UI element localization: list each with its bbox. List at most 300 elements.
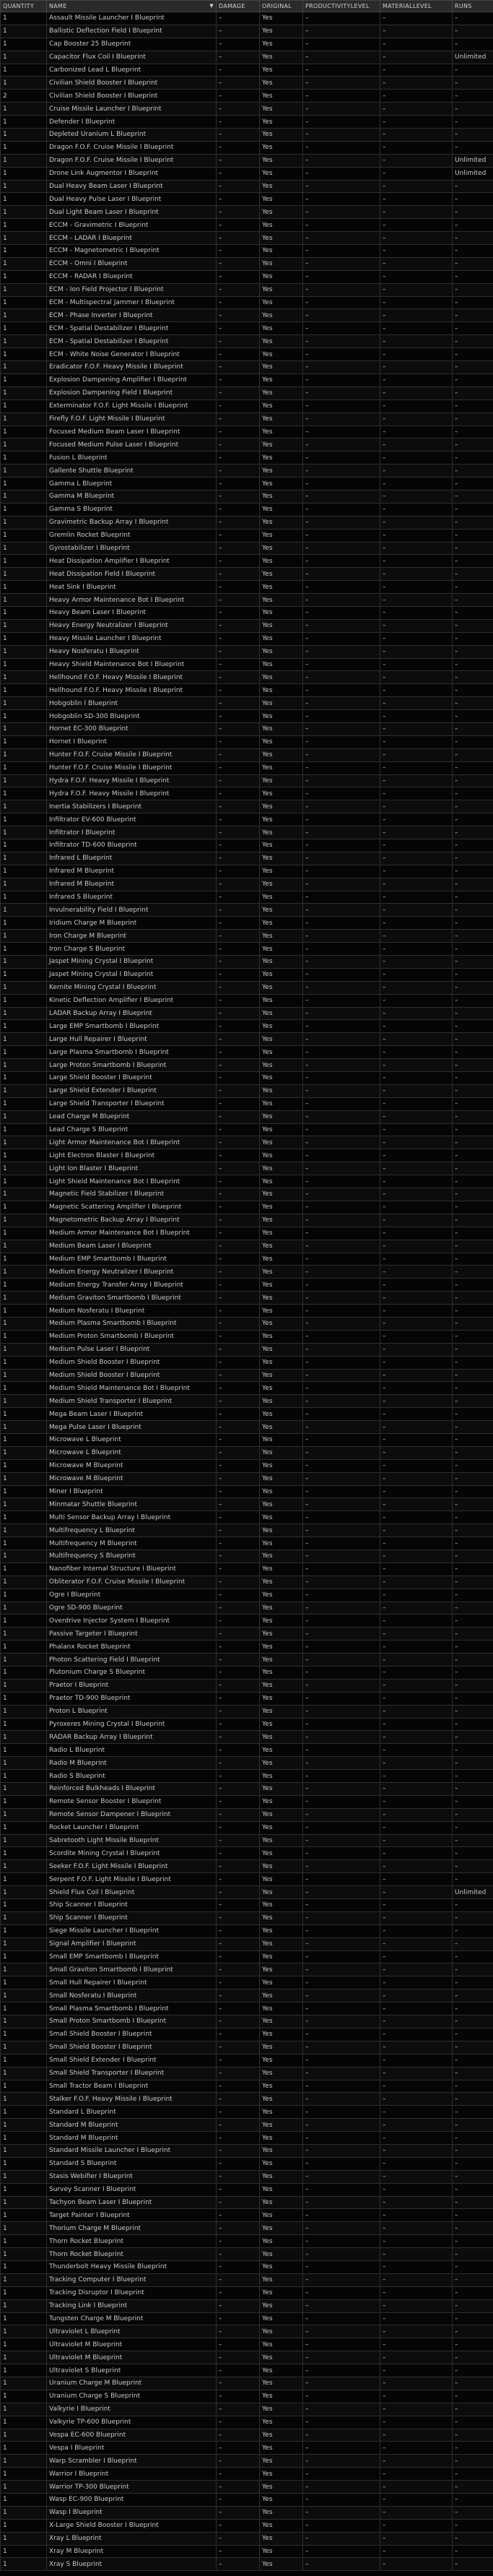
- table-row[interactable]: [1, 852, 493, 865]
- cell-name: Explosion Dampening Field I Blueprint: [47, 386, 217, 399]
- table-row[interactable]: [1, 412, 493, 425]
- table-row[interactable]: [1, 141, 493, 154]
- table-row[interactable]: [1, 2015, 493, 2028]
- table-row[interactable]: [1, 51, 493, 64]
- table-row[interactable]: [1, 1408, 493, 1421]
- table-row[interactable]: [1, 555, 493, 568]
- table-row[interactable]: [1, 2429, 493, 2442]
- table-row[interactable]: [1, 839, 493, 852]
- table-row[interactable]: [1, 2377, 493, 2390]
- table-row[interactable]: [1, 386, 493, 399]
- table-row[interactable]: [1, 503, 493, 516]
- table-row[interactable]: [1, 1033, 493, 1046]
- cell-original: Yes: [260, 1266, 303, 1279]
- table-row[interactable]: [1, 632, 493, 645]
- table-row[interactable]: [1, 2260, 493, 2273]
- table-row[interactable]: [1, 38, 493, 51]
- table-row[interactable]: [1, 464, 493, 477]
- cell-material-level: –: [380, 516, 453, 529]
- cell-damage: –: [217, 2312, 260, 2325]
- table-row[interactable]: [1, 1395, 493, 1408]
- table-row[interactable]: [1, 1305, 493, 1318]
- table-row[interactable]: [1, 2054, 493, 2067]
- table-row[interactable]: [1, 219, 493, 232]
- table-row[interactable]: [1, 2196, 493, 2209]
- cell-quantity: 1: [1, 2248, 47, 2261]
- table-row[interactable]: [1, 1214, 493, 1227]
- table-row[interactable]: [1, 542, 493, 555]
- table-row[interactable]: [1, 116, 493, 129]
- table-row[interactable]: [1, 1873, 493, 1886]
- table-row[interactable]: [1, 438, 493, 451]
- table-row[interactable]: [1, 1433, 493, 1446]
- cell-damage: –: [217, 1330, 260, 1343]
- table-row[interactable]: [1, 1705, 493, 1718]
- cell-material-level: –: [380, 1576, 453, 1589]
- table-row[interactable]: [1, 930, 493, 943]
- table-row[interactable]: [1, 917, 493, 930]
- cell-damage: –: [217, 1072, 260, 1085]
- table-row[interactable]: [1, 904, 493, 917]
- cell-original: Yes: [260, 930, 303, 943]
- cell-material-level: –: [380, 2532, 453, 2545]
- table-row[interactable]: [1, 2106, 493, 2119]
- table-row[interactable]: [1, 581, 493, 594]
- cell-name: Standard M Blueprint: [47, 2132, 217, 2145]
- table-row[interactable]: [1, 2286, 493, 2299]
- table-row[interactable]: [1, 981, 493, 994]
- cell-quantity: 1: [1, 1615, 47, 1628]
- table-row[interactable]: [1, 1950, 493, 1963]
- table-row[interactable]: [1, 1744, 493, 1757]
- cell-runs: –: [453, 1783, 493, 1796]
- table-row[interactable]: [1, 1911, 493, 1924]
- cell-quantity: 1: [1, 193, 47, 206]
- table-row[interactable]: [1, 2455, 493, 2468]
- table-row[interactable]: [1, 735, 493, 748]
- cell-productivity-level: –: [303, 464, 380, 477]
- table-row[interactable]: [1, 2041, 493, 2054]
- table-row[interactable]: [1, 361, 493, 374]
- table-row[interactable]: [1, 710, 493, 723]
- table-row[interactable]: [1, 1937, 493, 1950]
- column-header-damage[interactable]: [217, 1, 260, 12]
- table-row[interactable]: [1, 1524, 493, 1537]
- table-row[interactable]: [1, 697, 493, 710]
- table-row[interactable]: [1, 283, 493, 296]
- table-row[interactable]: [1, 826, 493, 839]
- table-row[interactable]: [1, 1266, 493, 1279]
- table-row[interactable]: [1, 1886, 493, 1899]
- table-row[interactable]: [1, 1421, 493, 1434]
- table-row[interactable]: [1, 2080, 493, 2093]
- table-row[interactable]: [1, 2132, 493, 2145]
- table-row[interactable]: [1, 1770, 493, 1783]
- table-row[interactable]: [1, 1731, 493, 1744]
- table-row[interactable]: [1, 1976, 493, 1989]
- cell-original: Yes: [260, 154, 303, 167]
- table-row[interactable]: [1, 1692, 493, 1705]
- cell-damage: –: [217, 232, 260, 245]
- table-row[interactable]: [1, 1963, 493, 1976]
- cell-damage: –: [217, 658, 260, 671]
- table-row[interactable]: [1, 12, 493, 25]
- table-row[interactable]: [1, 2002, 493, 2015]
- table-row[interactable]: [1, 1201, 493, 1214]
- table-row[interactable]: [1, 1537, 493, 1550]
- cell-runs: –: [453, 645, 493, 658]
- table-row[interactable]: [1, 1821, 493, 1834]
- table-row[interactable]: [1, 2170, 493, 2183]
- cell-name: Hunter F.O.F. Cruise Missile I Blueprint: [47, 748, 217, 761]
- table-row[interactable]: [1, 1330, 493, 1343]
- cell-quantity: 1: [1, 1330, 47, 1343]
- table-row[interactable]: [1, 1485, 493, 1498]
- cell-quantity: 1: [1, 1511, 47, 1524]
- table-row[interactable]: [1, 2545, 493, 2558]
- table-row[interactable]: [1, 1007, 493, 1020]
- cell-original: Yes: [260, 1511, 303, 1524]
- column-header-runs[interactable]: [453, 1, 493, 12]
- cell-original: Yes: [260, 1976, 303, 1989]
- table-row[interactable]: [1, 606, 493, 619]
- column-header-material-level[interactable]: [380, 1, 453, 12]
- cell-productivity-level: –: [303, 64, 380, 77]
- cell-original: Yes: [260, 2519, 303, 2532]
- table-row[interactable]: [1, 335, 493, 348]
- table-row[interactable]: [1, 1808, 493, 1821]
- table-row[interactable]: [1, 865, 493, 878]
- table-row[interactable]: [1, 103, 493, 116]
- column-header-name[interactable]: [47, 1, 217, 12]
- table-row[interactable]: [1, 373, 493, 386]
- table-row[interactable]: [1, 1679, 493, 1692]
- table-row[interactable]: [1, 2494, 493, 2507]
- table-row[interactable]: [1, 2325, 493, 2338]
- cell-runs: –: [453, 1770, 493, 1783]
- cell-runs: –: [453, 2196, 493, 2209]
- table-row[interactable]: [1, 1136, 493, 1149]
- table-row[interactable]: [1, 490, 493, 503]
- cell-original: Yes: [260, 64, 303, 77]
- table-row[interactable]: [1, 1279, 493, 1292]
- table-row[interactable]: [1, 2532, 493, 2545]
- cell-productivity-level: –: [303, 1317, 380, 1330]
- table-row[interactable]: [1, 1472, 493, 1485]
- table-row[interactable]: [1, 684, 493, 697]
- table-row[interactable]: [1, 2558, 493, 2571]
- table-row[interactable]: [1, 2144, 493, 2157]
- table-row[interactable]: [1, 232, 493, 245]
- table-row[interactable]: [1, 1369, 493, 1382]
- table-row[interactable]: [1, 193, 493, 206]
- table-row[interactable]: [1, 2312, 493, 2325]
- table-row[interactable]: [1, 270, 493, 283]
- table-row[interactable]: [1, 1382, 493, 1395]
- table-row[interactable]: [1, 1924, 493, 1937]
- table-row[interactable]: [1, 645, 493, 658]
- cell-runs: –: [453, 1563, 493, 1576]
- table-row[interactable]: [1, 64, 493, 77]
- cell-material-level: –: [380, 2260, 453, 2273]
- table-row[interactable]: [1, 1641, 493, 1654]
- cell-material-level: –: [380, 1110, 453, 1123]
- cell-quantity: 1: [1, 335, 47, 348]
- table-row[interactable]: [1, 2403, 493, 2416]
- cell-runs: –: [453, 2144, 493, 2157]
- table-row[interactable]: [1, 1589, 493, 1602]
- table-row[interactable]: [1, 1020, 493, 1033]
- table-row[interactable]: [1, 1292, 493, 1305]
- table-row[interactable]: [1, 671, 493, 684]
- cell-original: Yes: [260, 581, 303, 594]
- cell-damage: –: [217, 12, 260, 25]
- table-row[interactable]: [1, 1162, 493, 1175]
- table-row[interactable]: [1, 787, 493, 800]
- table-row[interactable]: [1, 309, 493, 322]
- table-row[interactable]: [1, 1576, 493, 1589]
- table-row[interactable]: [1, 2067, 493, 2080]
- table-row[interactable]: [1, 180, 493, 193]
- cell-productivity-level: –: [303, 1847, 380, 1860]
- table-row[interactable]: [1, 1343, 493, 1356]
- cell-quantity: 1: [1, 322, 47, 335]
- cell-quantity: 1: [1, 891, 47, 904]
- cell-original: Yes: [260, 1718, 303, 1731]
- table-row[interactable]: [1, 1628, 493, 1641]
- column-header-quantity[interactable]: [1, 1, 47, 12]
- table-row[interactable]: [1, 25, 493, 38]
- table-row[interactable]: [1, 1563, 493, 1576]
- table-row[interactable]: [1, 129, 493, 142]
- cell-quantity: 1: [1, 283, 47, 296]
- table-row[interactable]: [1, 813, 493, 826]
- table-row[interactable]: [1, 2183, 493, 2196]
- cell-quantity: 1: [1, 1382, 47, 1395]
- cell-material-level: –: [380, 1860, 453, 1873]
- table-row[interactable]: [1, 1097, 493, 1110]
- table-row[interactable]: [1, 2468, 493, 2481]
- table-row[interactable]: [1, 1175, 493, 1188]
- cell-damage: –: [217, 2260, 260, 2273]
- cell-runs: –: [453, 735, 493, 748]
- table-row[interactable]: [1, 619, 493, 632]
- cell-damage: –: [217, 2429, 260, 2442]
- cell-productivity-level: –: [303, 90, 380, 103]
- table-row[interactable]: [1, 1899, 493, 1912]
- cell-material-level: –: [380, 568, 453, 581]
- cell-name: Scordite Mining Crystal I Blueprint: [47, 1847, 217, 1860]
- table-row[interactable]: [1, 2209, 493, 2222]
- table-row[interactable]: [1, 2364, 493, 2377]
- table-row[interactable]: [1, 1847, 493, 1860]
- cell-name: Medium Shield Maintenance Bot I Blueprint: [47, 1382, 217, 1395]
- cell-original: Yes: [260, 1305, 303, 1318]
- table-row[interactable]: [1, 90, 493, 103]
- table-row[interactable]: [1, 2519, 493, 2532]
- table-row[interactable]: [1, 800, 493, 813]
- table-row[interactable]: [1, 2416, 493, 2429]
- table-row[interactable]: [1, 761, 493, 774]
- cell-quantity: 1: [1, 1795, 47, 1808]
- cell-material-level: –: [380, 722, 453, 735]
- table-row[interactable]: [1, 257, 493, 270]
- cell-runs: –: [453, 2390, 493, 2403]
- table-row[interactable]: [1, 1072, 493, 1085]
- table-row[interactable]: [1, 748, 493, 761]
- table-row[interactable]: [1, 1602, 493, 1615]
- cell-original: Yes: [260, 206, 303, 219]
- cell-quantity: 1: [1, 1123, 47, 1136]
- cell-runs: –: [453, 1485, 493, 1498]
- cell-productivity-level: –: [303, 1718, 380, 1731]
- table-row[interactable]: [1, 594, 493, 607]
- cell-name: Eradicator F.O.F. Heavy Missile I Blueprint: [47, 361, 217, 374]
- table-row[interactable]: [1, 1550, 493, 1563]
- cell-quantity: 1: [1, 2222, 47, 2235]
- cell-material-level: –: [380, 684, 453, 697]
- table-row[interactable]: [1, 1989, 493, 2002]
- table-row[interactable]: [1, 2390, 493, 2403]
- table-row[interactable]: [1, 994, 493, 1007]
- cell-runs: –: [453, 2106, 493, 2119]
- table-row[interactable]: [1, 348, 493, 361]
- table-row[interactable]: [1, 245, 493, 258]
- table-row[interactable]: [1, 1084, 493, 1097]
- table-row[interactable]: [1, 2248, 493, 2261]
- table-row[interactable]: [1, 2028, 493, 2041]
- table-row[interactable]: [1, 477, 493, 490]
- table-row[interactable]: [1, 2222, 493, 2235]
- table-row[interactable]: [1, 1511, 493, 1524]
- column-header-label: RUNS: [455, 3, 472, 9]
- table-row[interactable]: [1, 1667, 493, 1680]
- cell-name: Large Shield Extender I Blueprint: [47, 1084, 217, 1097]
- cell-name: Ballistic Deflection Field I Blueprint: [47, 25, 217, 38]
- cell-name: Iron Charge S Blueprint: [47, 943, 217, 956]
- table-row[interactable]: [1, 878, 493, 891]
- table-row[interactable]: [1, 296, 493, 309]
- cell-name: Gravimetric Backup Array I Blueprint: [47, 516, 217, 529]
- cell-damage: –: [217, 943, 260, 956]
- table-row[interactable]: [1, 2506, 493, 2519]
- table-row[interactable]: [1, 2093, 493, 2106]
- table-row[interactable]: [1, 2442, 493, 2455]
- column-header-original[interactable]: [260, 1, 303, 12]
- cell-name: Small EMP Smartbomb I Blueprint: [47, 1950, 217, 1963]
- cell-runs: –: [453, 1692, 493, 1705]
- table-row[interactable]: [1, 1059, 493, 1072]
- table-row[interactable]: [1, 1253, 493, 1266]
- table-row[interactable]: [1, 1654, 493, 1667]
- cell-productivity-level: –: [303, 451, 380, 464]
- table-row[interactable]: [1, 167, 493, 180]
- table-row[interactable]: [1, 451, 493, 464]
- table-row[interactable]: [1, 1240, 493, 1253]
- column-header-productivity-level[interactable]: [303, 1, 380, 12]
- table-row[interactable]: [1, 658, 493, 671]
- table-row[interactable]: [1, 1149, 493, 1162]
- table-row[interactable]: [1, 774, 493, 787]
- table-row[interactable]: [1, 891, 493, 904]
- table-row[interactable]: [1, 1834, 493, 1847]
- table-row[interactable]: [1, 1317, 493, 1330]
- cell-name: Medium Shield Booster I Blueprint: [47, 1369, 217, 1382]
- table-row[interactable]: [1, 1123, 493, 1136]
- cell-runs: –: [453, 1899, 493, 1912]
- table-row[interactable]: [1, 529, 493, 542]
- table-row[interactable]: [1, 1459, 493, 1472]
- table-row[interactable]: [1, 1757, 493, 1770]
- table-row[interactable]: [1, 2351, 493, 2364]
- table-row[interactable]: [1, 1046, 493, 1059]
- table-row[interactable]: [1, 1188, 493, 1201]
- cell-original: Yes: [260, 1162, 303, 1175]
- cell-material-level: –: [380, 710, 453, 723]
- table-row[interactable]: [1, 1783, 493, 1796]
- table-row[interactable]: [1, 399, 493, 412]
- table-row[interactable]: [1, 968, 493, 981]
- cell-runs: –: [453, 968, 493, 981]
- table-row[interactable]: [1, 1446, 493, 1459]
- table-row[interactable]: [1, 1227, 493, 1240]
- table-row[interactable]: [1, 2299, 493, 2312]
- table-row[interactable]: [1, 1718, 493, 1731]
- table-row[interactable]: [1, 568, 493, 581]
- table-row[interactable]: [1, 77, 493, 90]
- cell-quantity: 1: [1, 2144, 47, 2157]
- cell-original: Yes: [260, 852, 303, 865]
- table-row[interactable]: [1, 2157, 493, 2170]
- table-row[interactable]: [1, 2235, 493, 2248]
- cell-original: Yes: [260, 2260, 303, 2273]
- table-row[interactable]: [1, 1615, 493, 1628]
- cell-damage: –: [217, 1654, 260, 1667]
- cell-productivity-level: –: [303, 1472, 380, 1485]
- cell-material-level: –: [380, 2144, 453, 2157]
- table-row[interactable]: [1, 154, 493, 167]
- table-row[interactable]: [1, 956, 493, 969]
- table-row[interactable]: [1, 2481, 493, 2494]
- table-row[interactable]: [1, 1860, 493, 1873]
- cell-material-level: –: [380, 1757, 453, 1770]
- cell-name: Praetor I Blueprint: [47, 1679, 217, 1692]
- cell-runs: –: [453, 619, 493, 632]
- table-row[interactable]: [1, 2338, 493, 2351]
- cell-original: Yes: [260, 1175, 303, 1188]
- cell-original: Yes: [260, 1007, 303, 1020]
- cell-material-level: –: [380, 1628, 453, 1641]
- table-row[interactable]: [1, 2273, 493, 2286]
- table-row[interactable]: [1, 943, 493, 956]
- cell-damage: –: [217, 2080, 260, 2093]
- cell-material-level: –: [380, 1330, 453, 1343]
- table-row[interactable]: [1, 322, 493, 335]
- table-row[interactable]: [1, 516, 493, 529]
- table-row[interactable]: [1, 722, 493, 735]
- cell-productivity-level: –: [303, 1485, 380, 1498]
- table-row[interactable]: [1, 1498, 493, 1511]
- table-row[interactable]: [1, 425, 493, 438]
- table-row[interactable]: [1, 1356, 493, 1369]
- table-row[interactable]: [1, 206, 493, 219]
- table-row[interactable]: [1, 1795, 493, 1808]
- cell-quantity: 1: [1, 1162, 47, 1175]
- table-row[interactable]: [1, 1110, 493, 1123]
- cell-runs: –: [453, 1989, 493, 2002]
- table-row[interactable]: [1, 2119, 493, 2132]
- cell-damage: –: [217, 1149, 260, 1162]
